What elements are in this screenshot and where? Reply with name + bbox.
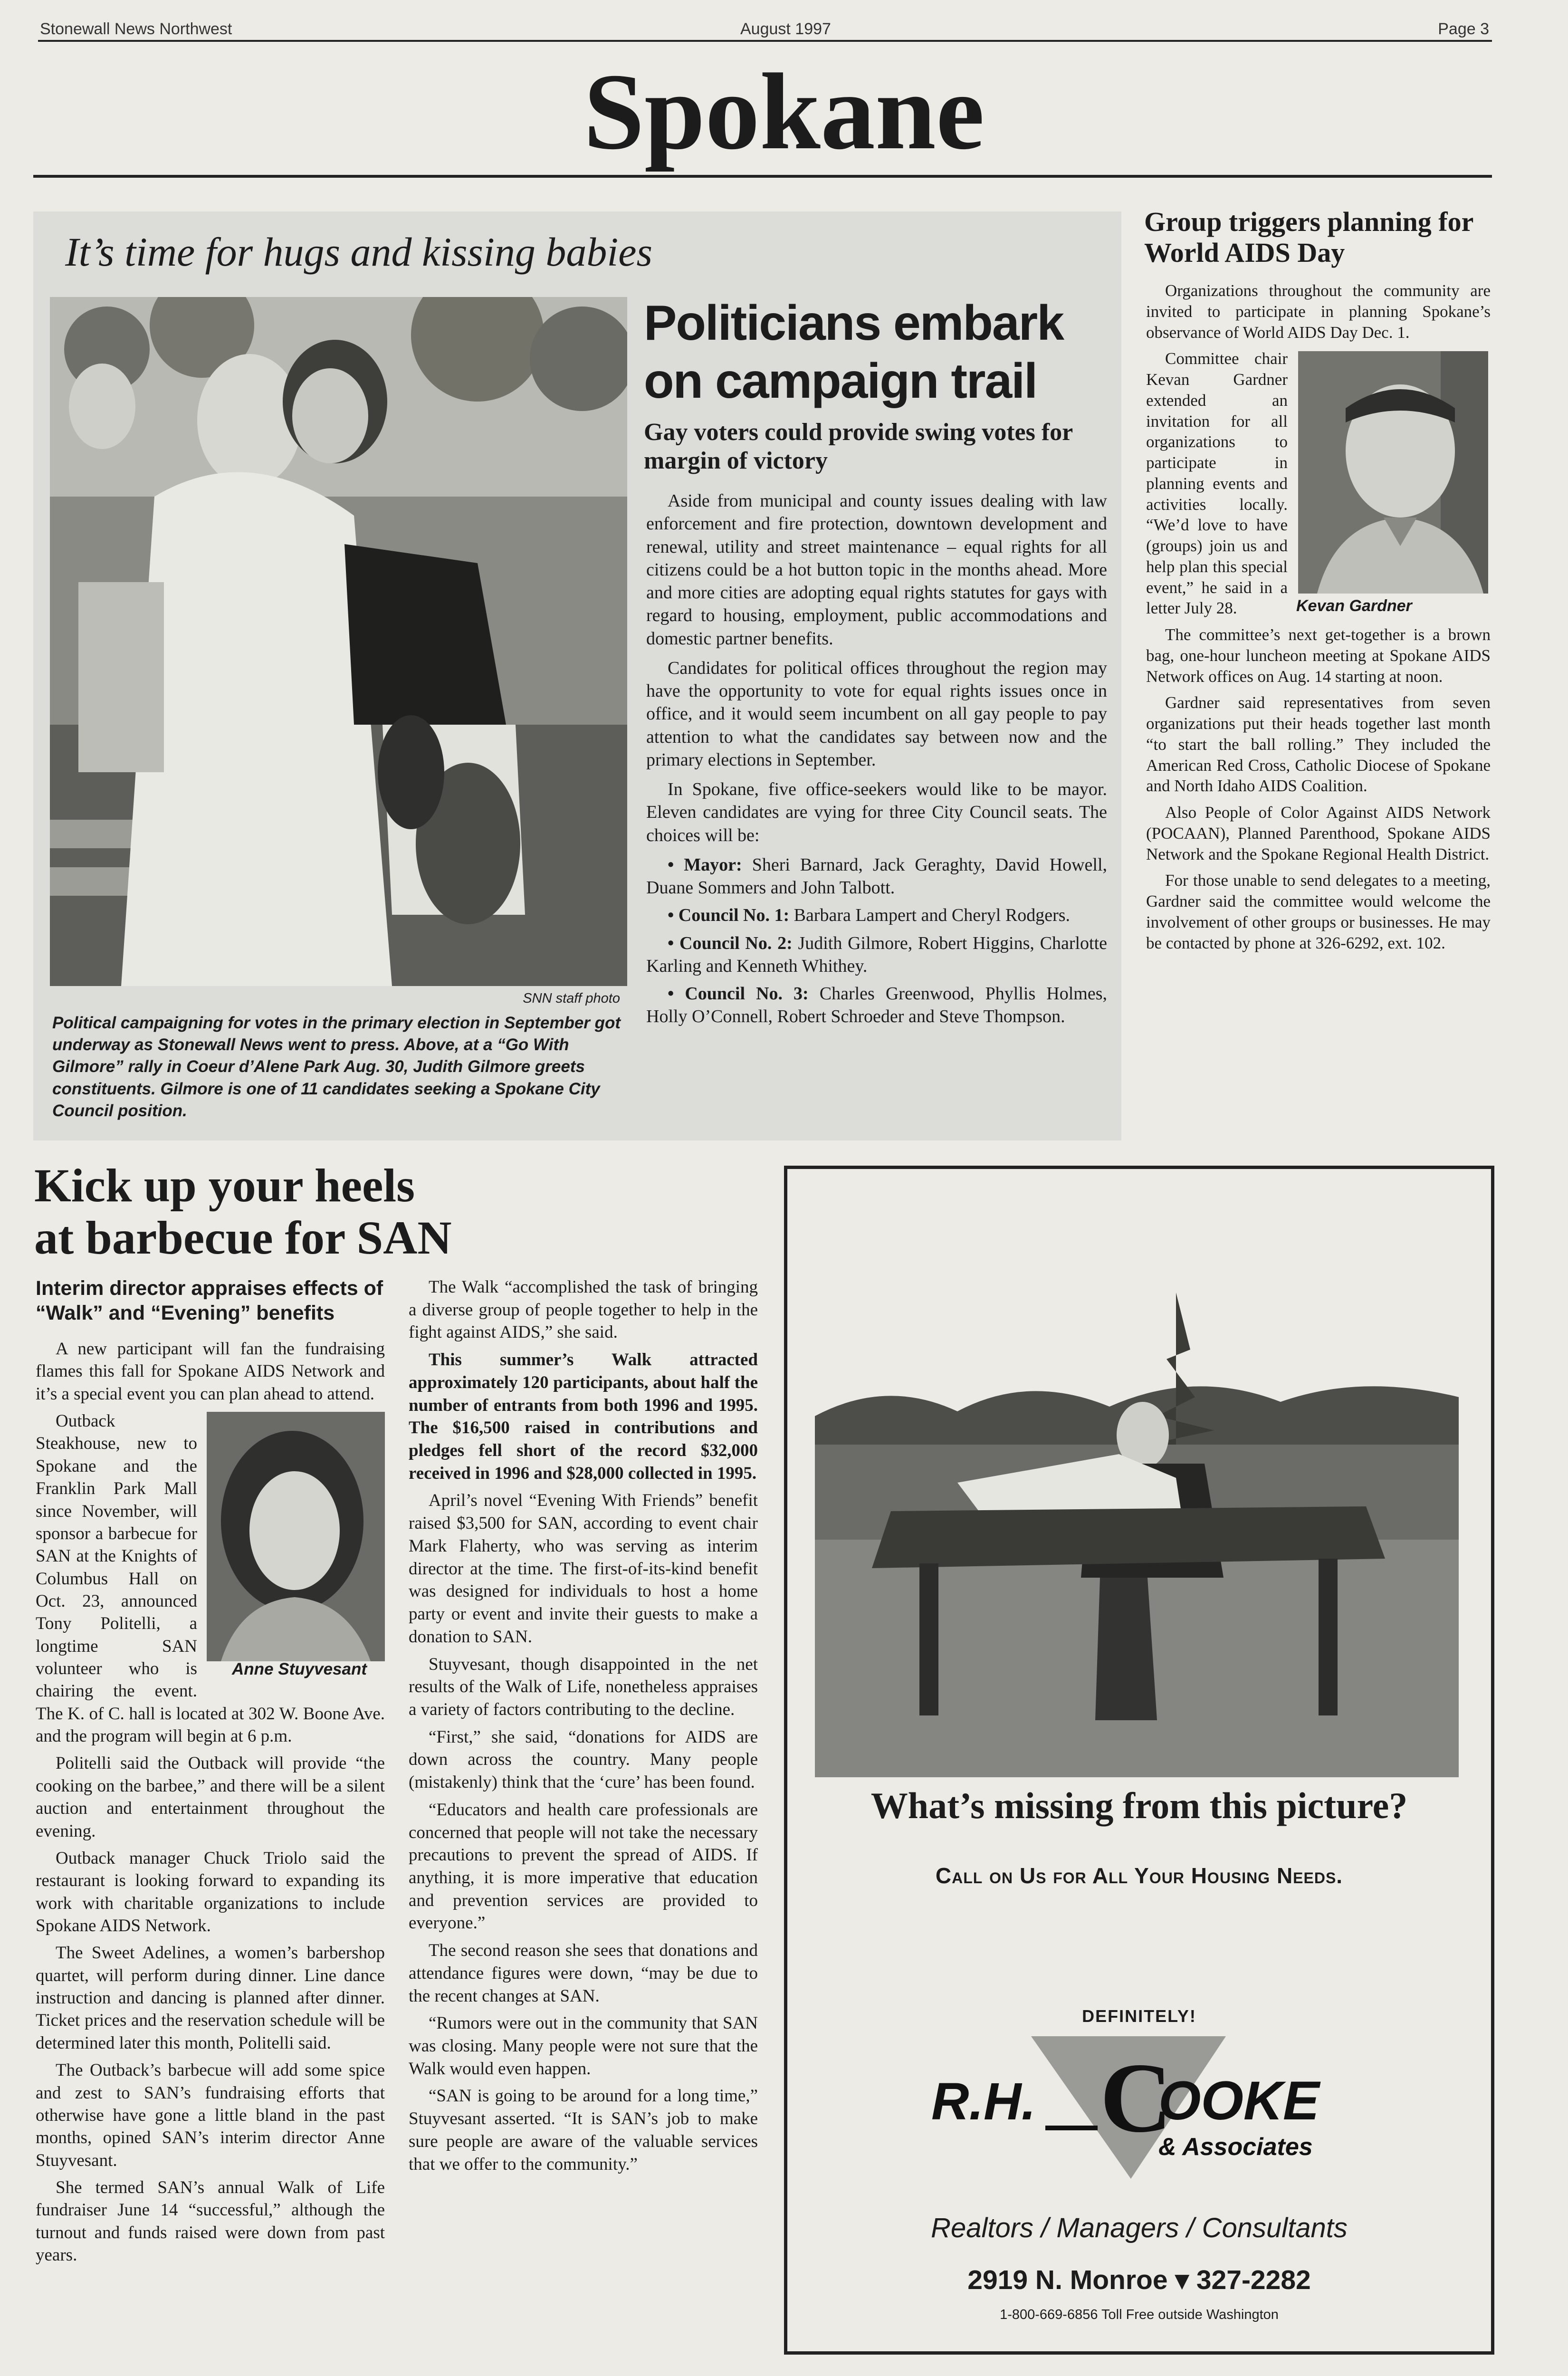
feature-kicker: It’s time for hugs and kissing babies <box>65 229 652 275</box>
paragraph: For those unable to send delegates to a meeting, Gardner said the committee would welcome the involvement of other groups or businesses. He may be contacted by phone at 326-6292, ext. 102. <box>1146 871 1491 952</box>
san-column-1 <box>36 1338 385 2271</box>
paragraph: The Outback’s barbecue will add some spice and zest to SAN’s fundraising efforts that otherwise have gone a little bland in the past months, opined SAN’s interim director Anne Stuyvesant. <box>36 2060 385 2170</box>
candidate-office: • Mayor: <box>668 854 742 875</box>
candidate-list-item <box>646 904 1107 927</box>
paragraph: The second reason she sees that donations and attendance figures were down, “may be due to the recent changes at SAN. <box>409 1941 758 2006</box>
politicians-headline <box>644 295 1124 410</box>
ad-tagline: Realtors / Managers / Consultants <box>931 2213 1348 2243</box>
gardner-photo-block <box>1296 351 1491 615</box>
photo-caption: Political campaigning for votes in the primary election in September got underway as Stonewall News went to press. Above, at a “Go With Gilmore” rally in Coeur d’Alene Park Aug. 30, Judith Gilmore greets constituents. Gilmore is one of 11 candidates seeking a Spokane City Council position. <box>52 1014 621 1120</box>
photo-credit: SNN staff photo <box>523 991 620 1006</box>
candidate-names: Charles Greenwood, Phyllis Holmes, Holly O’Connell, Robert Schroeder and Steve Thompson. <box>646 984 1108 1027</box>
paragraph: Also People of Color Against AIDS Network (POCAAN), Planned Parenthood, Spokane AIDS Network and the Spokane Regional Health District. <box>1146 803 1491 863</box>
running-head <box>38 18 1492 42</box>
stuyvesant-photo-image <box>207 1412 385 1661</box>
politicians-dek: Gay voters could provide swing votes for margin of victory <box>644 419 1073 474</box>
paragraph: Gardner said representatives from seven organizations put their heads together last month “to start the ball rolling.” They included the American Red Cross, Catholic Diocese of Spokane and North Idaho AIDS Coalition. <box>1146 693 1491 795</box>
campaign-photo-image <box>50 297 627 986</box>
section-title: Spokane <box>583 51 985 172</box>
gardner-photo-image <box>1298 351 1488 594</box>
logo-c: C <box>1100 2043 1172 2153</box>
candidate-office: • Council No. 3: <box>668 984 809 1004</box>
paragraph: “First,” she said, “donations for AIDS are down across the country. Many people (mistakenly) think that the ‘cure’ has been found. <box>409 1727 758 1792</box>
paragraph: A new participant will fan the fundraising flames this fall for Spokane AIDS Network and it’s a special event you can plan ahead to attend. <box>36 1339 385 1404</box>
title-rule <box>33 175 1492 178</box>
ad-call-to-action: Call on Us for All Your Housing Needs. <box>935 1863 1343 1888</box>
campaign-photo <box>50 297 627 986</box>
paragraph: Aside from municipal and county issues dealing with law enforcement and fire protection, downtown development and renewal, utility and street maintenance – equal rights for all citizens could be a hot button topic in the months ahead. More and more cities are adopting equal rights statutes for gays with regard to housing, employment, public accommodations and domestic partner benefits. <box>646 491 1107 649</box>
rh-cooke-logo <box>931 2036 1349 2198</box>
ad-definitely: DEFINITELY! <box>1082 2006 1196 2026</box>
headline-line: Kick up your heels <box>34 1159 415 1212</box>
logo-rh: R.H. <box>931 2072 1036 2131</box>
paragraph: Politelli said the Outback will provide “the cooking on the barbee,” and there will be a silent auction and entertainment throughout the evening. <box>36 1753 385 1841</box>
stuyvesant-photo-caption: Anne Stuyvesant <box>232 1660 367 1679</box>
san-headline <box>34 1159 747 1264</box>
paragraph: The Sweet Adelines, a women’s barbershop quartet, will perform during dinner. Line dance instruction and dancing is planned after dinner. Ticket prices and the reservation schedule will be determined later this month, Politelli said. <box>36 1943 385 2053</box>
paragraph: “Educators and health care professionals are concerned that people will not take the necessary precautions to prevent the spread of AIDS. If anything, it is more imperative that education and prevention services are provided to everyone.” <box>409 1800 758 1933</box>
san-column-2 <box>409 1276 758 2180</box>
candidate-names: Sheri Barnard, Jack Geraghty, David Howell, Duane Sommers and John Talbott. <box>646 854 1108 898</box>
paragraph: Outback Steakhouse, new to Spokane and the Franklin Park Mall since November, will sponsor a barbecue for SAN at the Knights of Columbus Hall on Oct. 23, announced Tony Politelli, a longtime SAN volunteer who is chairing the event. The K. of C. hall is located at 302 W. Boone Ave. and the program will begin at 6 p.m. <box>36 1411 385 1746</box>
headline-line: at barbecue for SAN <box>34 1211 452 1264</box>
san-dek: Interim director appraises effects of “Walk” and “Evening” benefits <box>36 1277 383 1325</box>
stuyvesant-photo <box>207 1412 385 1661</box>
ad-address: 2919 N. Monroe ▾ 327-2282 <box>967 2265 1311 2295</box>
paragraph: The committee’s next get-together is a brown bag, one-hour luncheon meeting at Spokane AIDS Network offices on Aug. 14 starting at noon. <box>1146 625 1491 686</box>
logo-associates: & Associates <box>1158 2133 1313 2161</box>
candidate-list-item <box>646 932 1107 978</box>
logo-ooke: OOKE <box>1158 2070 1319 2131</box>
paragraph: “Rumors were out in the community that SAN was closing. Many people were not sure that the Walk would even happen. <box>409 2013 758 2079</box>
paragraph: In Spokane, five office-seekers would like to be mayor. Eleven candidates are vying for three City Council seats. The choices will be: <box>646 779 1107 845</box>
paragraph: “SAN is going to be around for a long time,” Stuyvesant asserted. “It is SAN’s job to make sure people are aware of the valuable services that we offer to the community.” <box>409 2086 758 2174</box>
paragraph: Stuyvesant, though disappointed in the net results of the Walk of Life, nonetheless appraises a variety of factors contributing to the decline. <box>409 1654 758 1719</box>
candidate-office: • Council No. 2: <box>668 933 793 953</box>
headline-line: Politicians embark <box>644 296 1064 351</box>
paragraph: Candidates for political offices throughout the region may have the opportunity to vote for equal rights issues once in office, and it would seem incumbent on all gay people to pay attention to what the candidates say between now and the primary elections in September. <box>646 658 1107 770</box>
publication-name: Stonewall News Northwest <box>40 20 232 38</box>
issue-date: August 1997 <box>740 20 831 38</box>
paragraph: Committee chair Kevan Gardner extended an invitation for all organizations to participate in planning events and activities locally. “We’d love to have (groups) join us and help plan this special event,” he said in a letter July 28. <box>1146 349 1288 618</box>
candidate-list-item <box>646 982 1107 1028</box>
paragraph: April’s novel “Evening With Friends” benefit raised $3,500 for SAN, according to event chair Mark Flaherty, who was serving as interim director at the time. The first-of-its-kind benefit was designed for individuals to host a home party or event and invite their guests to make a donation to SAN. <box>409 1491 758 1647</box>
paragraph: This summer’s Walk attracted approximately 120 participants, about half the number of entrants from both 1996 and 1995. The $16,500 raised in contributions and pledges fell short of the record $32,000 received in 1996 and $28,000 collected in 1995. <box>409 1350 758 1483</box>
aids-body <box>1146 280 1491 959</box>
politicians-body <box>646 489 1107 1033</box>
ad-photo <box>815 1293 1459 1777</box>
paragraph: Organizations throughout the community are invited to participate in planning Spokane’s observance of World AIDS Day Dec. 1. <box>1146 281 1491 342</box>
headline-line: on campaign trail <box>644 353 1037 409</box>
candidate-office: • Council No. 1: <box>668 905 790 926</box>
candidate-list-item <box>646 853 1107 900</box>
page-number: Page 3 <box>1438 20 1489 38</box>
ad-tollfree: 1-800-669-6856 Toll Free outside Washington <box>1000 2307 1279 2322</box>
ad-question: What’s missing from this picture? <box>870 1785 1408 1826</box>
gardner-photo-caption: Kevan Gardner <box>1296 596 1412 615</box>
candidate-names: Judith Gilmore, Robert Higgins, Charlotte Karling and Kenneth Whithey. <box>646 933 1108 976</box>
candidate-names: Barbara Lampert and Cheryl Rodgers. <box>794 905 1071 926</box>
paragraph: Outback manager Chuck Triolo said the restaurant is looking forward to expanding its work with charitable organizations to include Spokane AIDS Network. <box>36 1848 385 1935</box>
rh-cooke-logo-image <box>931 2036 1349 2198</box>
gardner-photo <box>1298 351 1488 594</box>
paragraph: The Walk “accomplished the task of bringing a diverse group of people together to help in the fight against AIDS,” she said. <box>409 1277 758 1342</box>
paragraph: She termed SAN’s annual Walk of Life fundraiser June 14 “successful,” although the turnout and funds raised were down from past years. <box>36 2177 385 2265</box>
ad-photo-image <box>815 1293 1459 1777</box>
stuyvesant-photo-block <box>207 1412 385 1680</box>
aids-headline: Group triggers planning for World AIDS Day <box>1144 206 1473 268</box>
